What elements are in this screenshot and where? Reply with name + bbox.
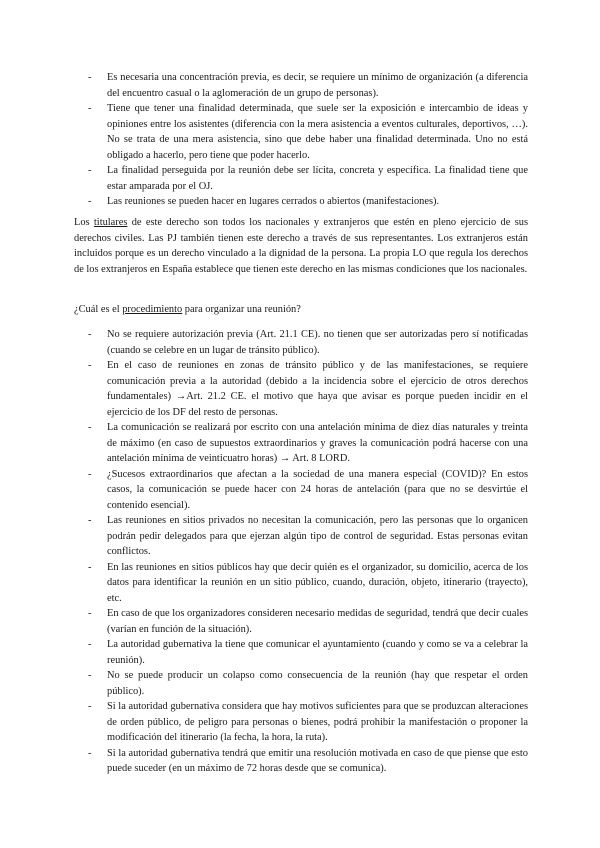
bullet-dash: -: [88, 422, 92, 433]
procedure-question: ¿Cuál es el procedimiento para organizar una reunión?: [74, 304, 301, 315]
list-item: - La autoridad gubernativa la tiene que comunicar el ayuntamiento (cuando y como se va a celebrar la reunión).: [88, 639, 528, 666]
list-item: - No se puede producir un colapso como consecuencia de la reunión (hay que respetar el orden público).: [88, 670, 528, 697]
bullet-dash: -: [88, 72, 92, 83]
bullet-dash: -: [88, 329, 92, 340]
list-item: - Si la autoridad gubernativa considera que hay motivos suficientes para que se produzcan alteraciones de orden público, de peligro para personas o bienes, podrá prohibir la manifestación o proponer la modificación del itinerario (la fecha, la hora, la ruta).: [88, 701, 528, 743]
bullet-dash: -: [88, 608, 92, 619]
bullet-dash: -: [88, 103, 92, 114]
procedure-list: [74, 327, 528, 777]
list-item: - No se requiere autorización previa (Art. 21.1 CE). no tienen que ser autorizadas pero sí notificadas (cuando se celebre en un lugar de tránsito público).: [88, 329, 528, 356]
list-item: - ¿Sucesos extraordinarios que afectan a la sociedad de una manera especial (COVID)? En estos casos, la comunicación se puede hacer con 24 horas de antelación (para que no se desvirtúe el contenido esencial).: [88, 468, 528, 511]
list-item: - Si la autoridad gubernativa tendrá que emitir una resolución motivada en caso de que piense que esto puede suceder (en un máximo de 72 horas desde que se comunica).: [88, 747, 528, 774]
holders-paragraph: Los titulares de este derecho son todos los nacionales y extranjeros que estén en pleno ejercicio de sus derechos civiles. Las PJ también tienen este derecho a través de sus representantes. Los extranjeros están incluidos porque es un derecho vinculado a la dignidad de la persona. La propia LO que regula los derechos de los extranjeros en España establece que tienen este derecho en las mismas condiciones que los nacionales.: [74, 217, 528, 275]
list-item: - En caso de que los organizadores consideren necesario medidas de seguridad, tendrá que decir cuales (varían en función de la situación).: [88, 608, 528, 635]
bullet-dash: -: [88, 670, 92, 681]
bullet-dash: -: [88, 360, 92, 371]
bullet-dash: -: [88, 196, 92, 207]
bullet-dash: -: [88, 515, 92, 526]
list-item: - La comunicación se realizará por escrito con una antelación mínima de diez días naturales y treinta de máximo (en caso de supuestos extraordinarios y graves la comunicación podrá hacerse con una antelación mínima de veinticuatro horas) → Art. 8 LORD.: [88, 422, 528, 464]
bullet-dash: -: [88, 561, 92, 573]
list-item: - Es necesaria una concentración previa, es decir, se requiere un mínimo de organización (a diferencia del encuentro casual o la aglomeración de un grupo de personas).: [88, 72, 528, 99]
list-item: - En el caso de reuniones en zonas de tránsito público y de las manifestaciones, se requiere comunicación previa a la autoridad (debido a la incidencia sobre el ejercicio de otros derechos fundamentales) →Art. 21.2 CE. el motivo que haya que avisar es porque pueden incidir en el ejercicio de los DF del resto de personas.: [88, 360, 528, 418]
list-item: - Las reuniones en sitios privados no necesitan la comunicación, pero las personas que lo organicen podrán pedir delegados para que ejerzan algún tipo de control de seguridad. Estas personas evitan conflictos.: [88, 515, 528, 557]
list-item: - Las reuniones se pueden hacer en lugares cerrados o abiertos (manifestaciones).: [74, 194, 528, 210]
bullet-dash: -: [88, 701, 92, 712]
requirements-list: [74, 70, 528, 210]
underlined-term: titulares: [93, 217, 128, 228]
bullet-dash: -: [88, 747, 92, 759]
list-item: - La finalidad perseguida por la reunión debe ser lícita, concreta y específica. La finalidad tiene que estar amparada por el OJ.: [88, 165, 528, 192]
bullet-dash: -: [88, 165, 92, 176]
bullet-dash: -: [88, 468, 92, 480]
list-item: - En las reuniones en sitios públicos hay que decir quién es el organizador, su domicilio, acerca de los datos para identificar la reunión en un sitio público, cuando, duración, objeto, itinerario (trayecto), etc.: [88, 561, 528, 604]
underlined-term: procedimiento: [122, 304, 183, 315]
bullet-dash: -: [88, 639, 92, 650]
list-item: - Tiene que tener una finalidad determinada, que suele ser la exposición e intercambio de ideas y opiniones entre los asistentes (diferencia con la mera asistencia a eventos culturales, deportivos, …). No se trata de una mera asistencia, sino que debe haber una finalidad determinada. Uno no está obligado a hacerlo, pero tiene que poder hacerlo.: [88, 103, 528, 161]
